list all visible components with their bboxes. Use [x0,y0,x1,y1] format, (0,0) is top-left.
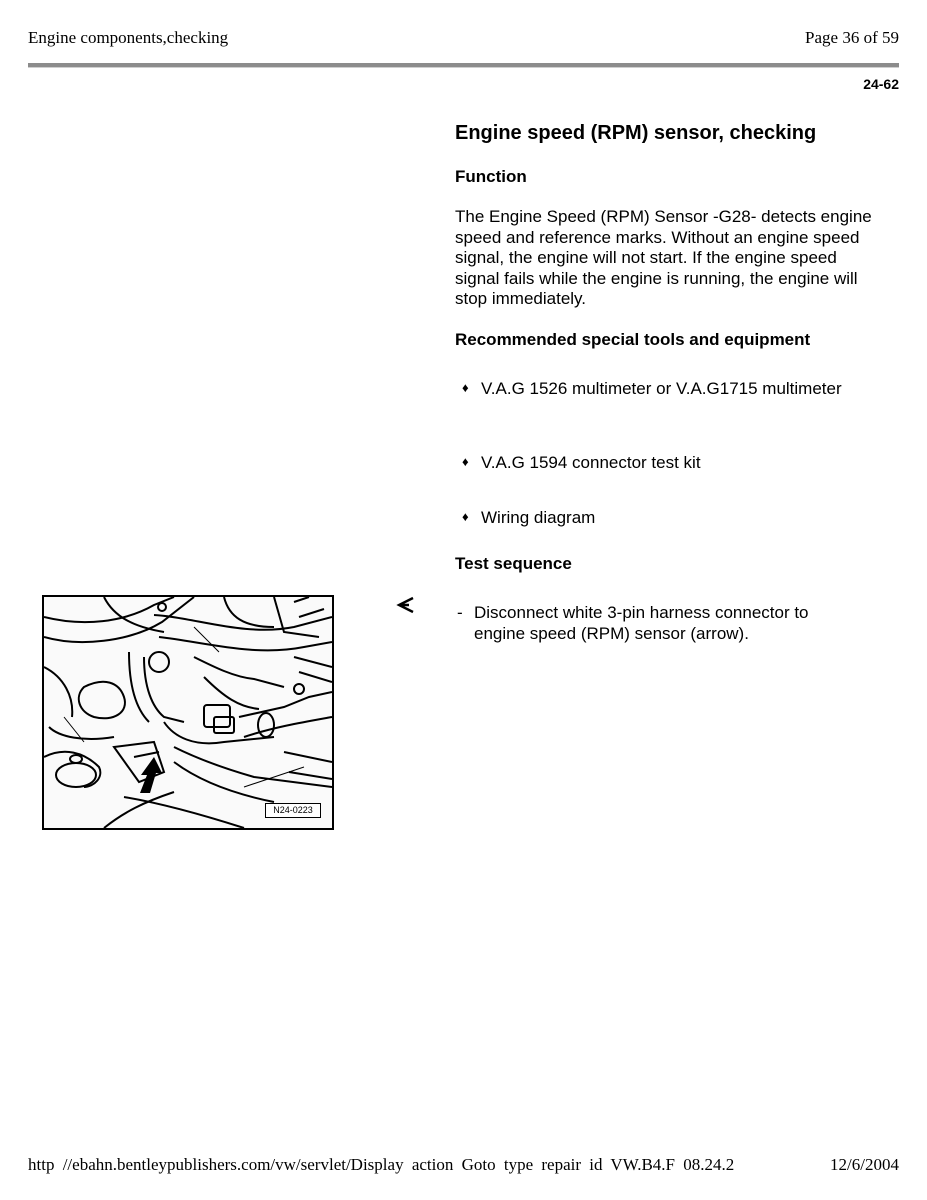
figure-pointer-arrow-icon [396,596,416,614]
header-page-number: Page 36 of 59 [805,28,899,47]
function-heading: Function [455,167,527,186]
function-paragraph: The Engine Speed (RPM) Sensor -G28- detects engine speed and reference marks. Without an engine speed signal, the engine will not start. If the engine speed signal fails while the engine is running, the engine will stop immediately. [455,207,872,308]
header-divider [28,63,899,68]
tools-list-item-text: Wiring diagram [481,508,596,527]
tools-list-item-text: V.A.G 1526 multimeter or V.A.G1715 multimeter [481,379,842,398]
test-sequence-heading: Test sequence [455,554,572,573]
footer-print-date: 12/6/2004 [830,1155,899,1174]
footer-source-url: http //ebahn.bentleypublishers.com/vw/servlet/Display action Goto type repair id VW.B4.F 08.24.2 [28,1155,735,1174]
figure-reference-label: N24-0223 [265,803,321,818]
engine-line-drawing [44,597,332,828]
engine-illustration [42,595,334,830]
header-document-title: Engine components,checking [28,28,229,47]
page-title: Engine speed (RPM) sensor, checking [455,122,817,144]
diamond-bullet-icon: ♦ [462,454,469,469]
test-step-marker: - [457,603,463,622]
tools-list-item-text: V.A.G 1594 connector test kit [481,453,701,472]
diamond-bullet-icon: ♦ [462,509,469,524]
tools-heading: Recommended special tools and equipment [455,330,811,349]
diamond-bullet-icon: ♦ [462,380,469,395]
section-reference-code: 24-62 [863,76,899,92]
test-step-text: Disconnect white 3-pin harness connector to engine speed (RPM) sensor (arrow). [474,603,809,643]
